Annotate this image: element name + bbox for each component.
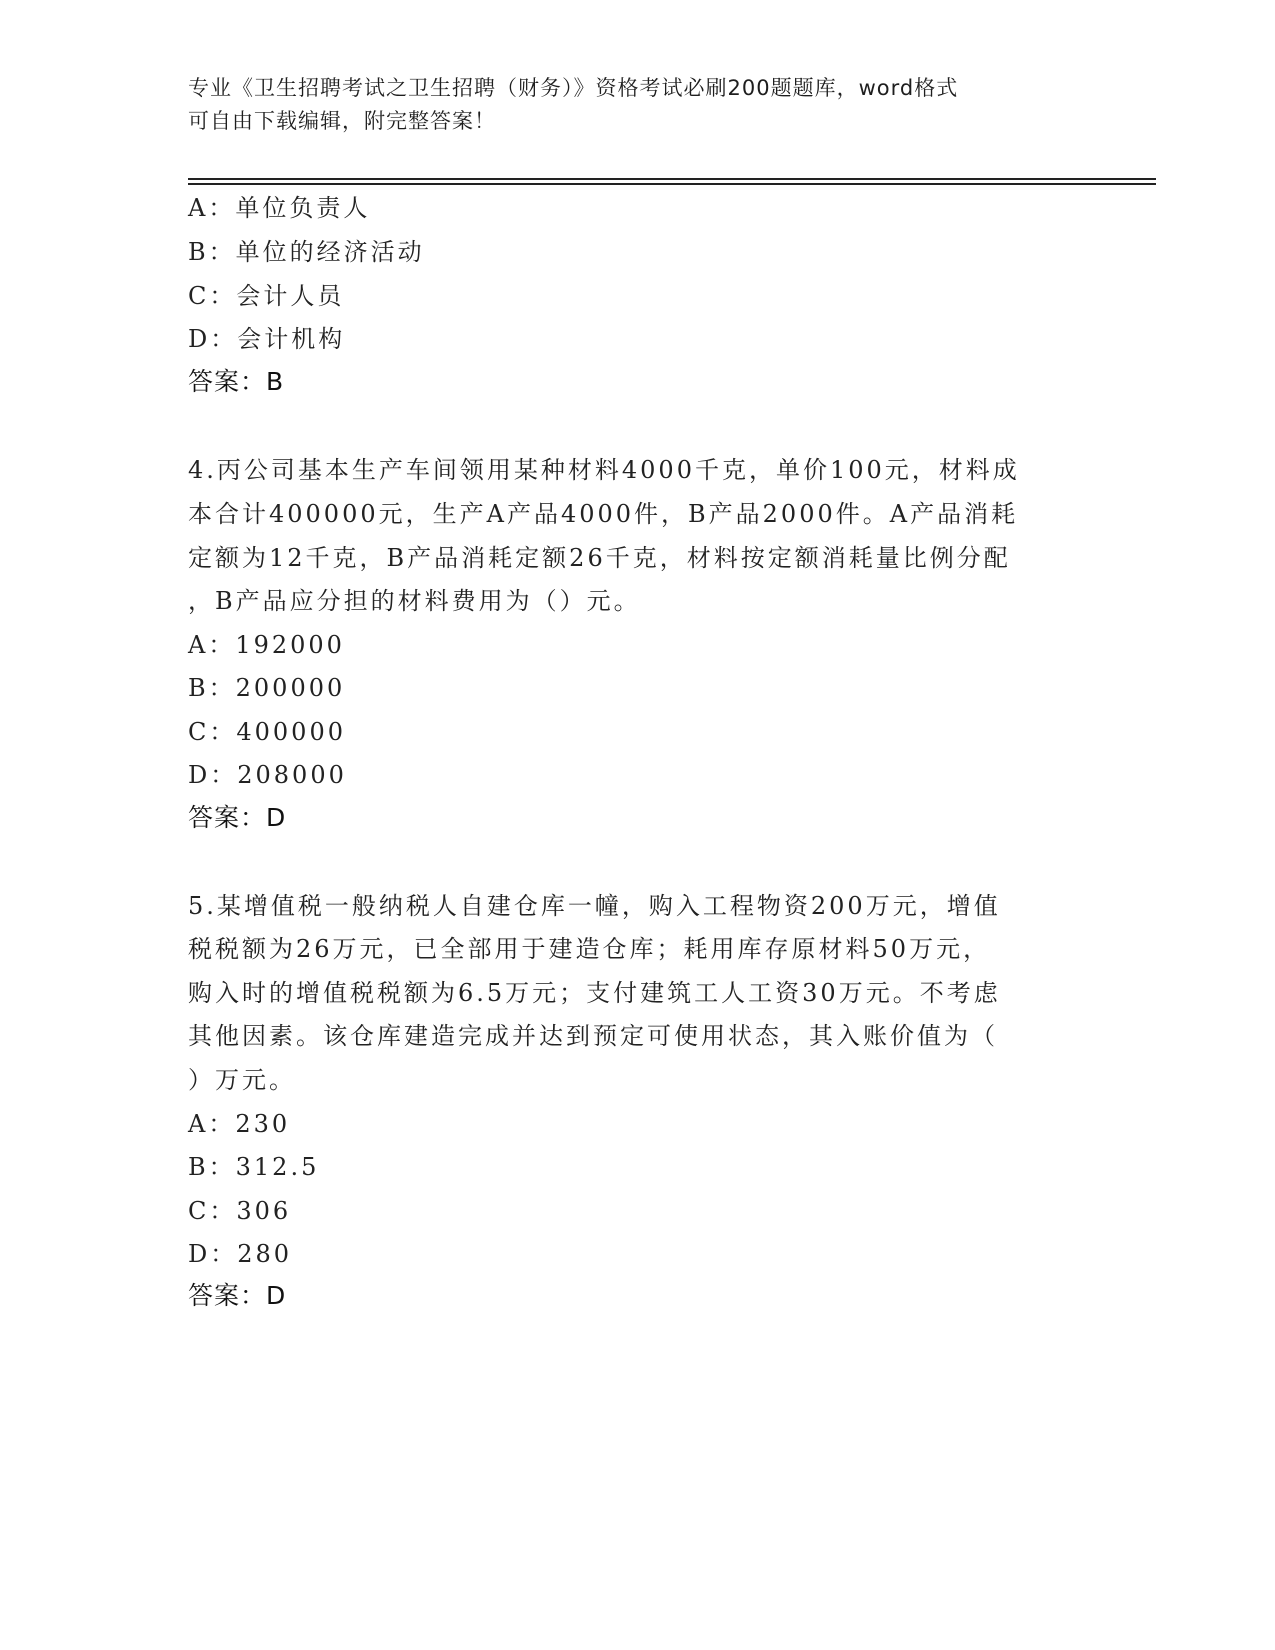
q4-stem-line-1: 4.丙公司基本生产车间领用某种材料4000千克，单价100元，材料成 (188, 456, 1020, 484)
header-divider-top (188, 178, 1156, 180)
header-line-1: 专业《卫生招聘考试之卫生招聘（财务）》资格考试必刷200题题库，word格式 (188, 76, 959, 100)
q3-option-c: C：会计人员 (188, 282, 345, 310)
q4-stem-line-4: ，B产品应分担的材料费用为（）元。 (188, 587, 641, 615)
q5-answer: 答案：D (188, 1281, 287, 1310)
q4-option-b: B：200000 (188, 674, 346, 702)
q3-option-d: D：会计机构 (188, 325, 346, 353)
q5-option-c: C：306 (188, 1197, 292, 1225)
q4-option-a: A：192000 (188, 631, 345, 659)
q4-answer: 答案：D (188, 803, 287, 832)
q3-option-b: B：单位的经济活动 (188, 238, 425, 266)
q4-stem-line-2: 本合计400000元，生产A产品4000件，B产品2000件。A产品消耗 (188, 500, 1019, 528)
q5-stem-line-3: 购入时的增值税税额为6.5万元；支付建筑工人工资30万元。不考虑 (188, 979, 1001, 1007)
document-header (188, 72, 1088, 138)
q5-option-d: D：280 (188, 1240, 293, 1268)
q5-option-b: B：312.5 (188, 1153, 320, 1181)
q4-stem-line-3: 定额为12千克，B产品消耗定额26千克，材料按定额消耗量比例分配 (188, 544, 1011, 572)
q5-stem-line-5: ）万元。 (188, 1066, 296, 1094)
header-divider-bottom (188, 183, 1156, 185)
q4-option-c: C：400000 (188, 718, 346, 746)
q3-option-a: A：单位负责人 (188, 194, 371, 222)
q5-stem-line-2: 税税额为26万元，已全部用于建造仓库；耗用库存原材料50万元， (188, 935, 991, 963)
q4-option-d: D：208000 (188, 761, 347, 789)
q3-answer: 答案：B (188, 367, 285, 396)
q5-stem-line-1: 5.某增值税一般纳税人自建仓库一幢，购入工程物资200万元，增值 (188, 892, 1001, 920)
header-line-2: 可自由下载编辑，附完整答案！ (188, 109, 496, 133)
q5-option-a: A：230 (188, 1110, 291, 1138)
q5-stem-line-4: 其他因素。该仓库建造完成并达到预定可使用状态，其入账价值为（ (188, 1022, 998, 1050)
